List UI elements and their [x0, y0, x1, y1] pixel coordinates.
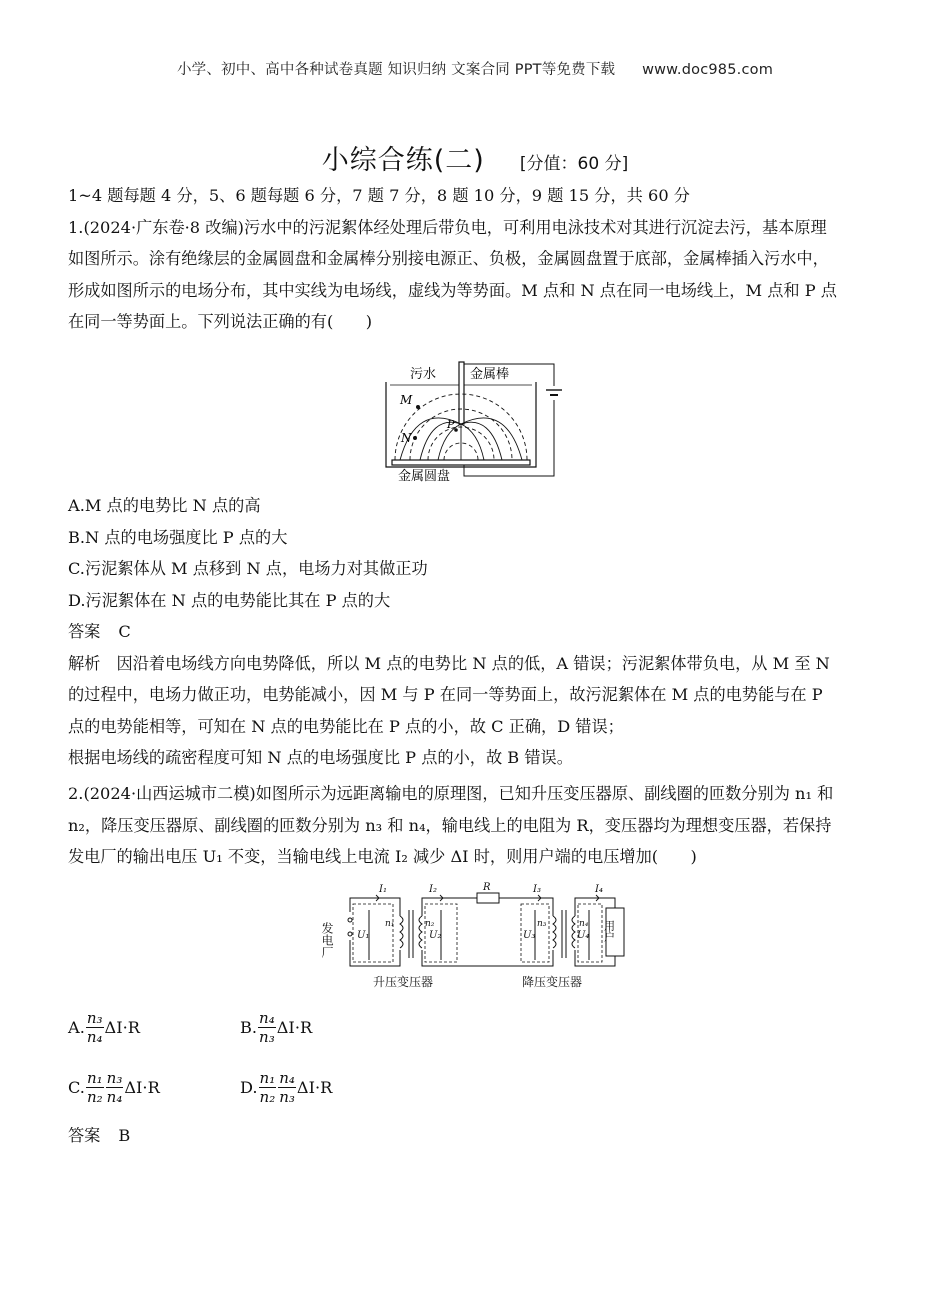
electrophoresis-figure [376, 352, 576, 484]
q2-answer [68, 1120, 888, 1152]
label-M: M [400, 393, 413, 407]
label-plant: 发电厂 [320, 922, 334, 958]
q2-option-b: B. $\frac{\text{n₄}}{\text{n₃}}$ ΔI·R [240, 1008, 313, 1046]
q2-answer-value: B [118, 1126, 131, 1145]
q2-line-3: 发电厂的输出电压 U₁ 不变，当输电线上电流 I₂ 减少 ΔI 时，则用户端的电压增加( ) [68, 847, 697, 866]
label-n4: n₄ [579, 919, 589, 929]
q1-option-b: B.N 点的电场强度比 P 点的大 [68, 527, 288, 547]
label-n1: n₁ [385, 919, 395, 929]
q1-line-2: 如图所示。涂有绝缘层的金属圆盘和金属棒分别接电源正、负极，金属圆盘置于底部，金属棒插入污水中， [68, 249, 829, 268]
label-I1: I₁ [379, 884, 387, 895]
title-row [0, 138, 950, 177]
q1-option-d: D.污泥絮体在 N 点的电势能比其在 P 点的大 [68, 590, 391, 610]
header-site-link[interactable]: www.doc985.com [642, 62, 774, 78]
q2-option-d: D. $\frac{\text{n₁}}{\text{n₂}}$ $\frac{\text{n₄}}{\text{n₃}}$ ΔI·R [240, 1068, 333, 1106]
label-water: 污水 [410, 367, 437, 382]
q1-analysis-4: 根据电场线的疏密程度可知 N 点的电场强度比 P 点的小，故 B 错误。 [68, 748, 573, 767]
label-disk: 金属圆盘 [398, 469, 451, 484]
label-P: P [447, 418, 455, 431]
label-I4: I₄ [595, 884, 603, 895]
label-N: N [401, 431, 412, 445]
q2-answer-block [68, 1120, 888, 1152]
label-step-down: 降压变压器 [522, 975, 583, 989]
label-step-up: 升压变压器 [373, 975, 434, 989]
point-N [413, 436, 417, 440]
q1-option-a: A.M 点的电势比 N 点的高 [68, 496, 261, 515]
q1-line-1: 1.(2024·广东卷·8 改编)污水中的污泥絮体经处理后带负电，可利用电泳技术对其进行沉淀去污，基本原理 [68, 217, 827, 237]
q2-option-a: A. $\frac{\text{n₃}}{\text{n₄}}$ ΔI·R [68, 1008, 140, 1046]
q1-answer-value: C [118, 622, 131, 641]
q1-analysis-3: 点的电势能相等，可知在 N 点的电势能比在 P 点的小，故 C 正确，D 错误； [68, 716, 624, 736]
q1-analysis-1: 解析 因沿着电场线方向电势降低，所以 M 点的电势比 N 点的低，A 错误；污泥絮体带负电，从 M 至 N [68, 653, 830, 673]
label-U1: U₁ [357, 930, 370, 941]
q1-line-3: 形成如图所示的电场分布，其中实线为电场线，虚线为等势面。M 点和 N 点在同一电场线上，M 点和 P 点 [68, 280, 837, 300]
label-R: R [483, 882, 491, 893]
label-U4: U₄ [577, 930, 590, 941]
point-M [416, 405, 420, 409]
q2-line-2: n₂，降压变压器原、副线圈的匝数分别为 n₃ 和 n₄，输电线上的电阻为 R，变压器均为理想变压器，若保持 [68, 815, 832, 835]
point-P [454, 428, 458, 432]
label-rod: 金属棒 [470, 367, 510, 382]
q2-option-c: C. $\frac{\text{n₁}}{\text{n₂}}$ $\frac{\text{n₃}}{\text{n₄}}$ ΔI·R [68, 1068, 160, 1106]
label-user: 用户 [602, 920, 616, 942]
q2-answer-label: 答案 [68, 1126, 101, 1145]
label-U2: U₂ [429, 930, 442, 941]
page-title: 小综合练(二) [321, 145, 485, 176]
question-2-block [68, 778, 888, 873]
question-1-options [68, 490, 888, 774]
power-transmission-figure [320, 880, 635, 992]
q1-answer [68, 616, 888, 648]
q1-analysis-2: 的过程中，电场力做正功，电势能减小，因 M 与 P 在同一等势面上，故污泥絮体在 M 点的电势能与在 P [68, 685, 823, 704]
header-text: 小学、初中、高中各种试卷真题 知识归纳 文案合同 PPT等免费下载 [176, 62, 616, 78]
score-intro: 1~4 题每题 4 分，5、6 题每题 6 分，7 题 7 分，8 题 10 分，9 题 15 分，共 60 分 [68, 186, 690, 205]
score-note: [分值：60 分] [519, 154, 629, 174]
question-1-block [68, 180, 888, 338]
label-n2: n₂ [425, 919, 435, 929]
q1-line-4: 在同一等势面上。下列说法正确的有( ) [68, 312, 373, 331]
q1-answer-label: 答案 [68, 622, 101, 641]
label-I2: I₂ [429, 884, 437, 895]
q2-line-1: 2.(2024·山西运城市二模)如图所示为远距离输电的原理图，已知升压变压器原、副线圈的匝数分别为 n₁ 和 [68, 784, 834, 803]
label-I3: I₃ [533, 884, 541, 895]
label-n3: n₃ [537, 919, 547, 929]
label-U3: U₃ [523, 930, 536, 941]
metal-rod [459, 362, 464, 424]
page-header [0, 58, 950, 79]
q1-option-c: C.污泥絮体从 M 点移到 N 点，电场力对其做正功 [68, 559, 428, 578]
